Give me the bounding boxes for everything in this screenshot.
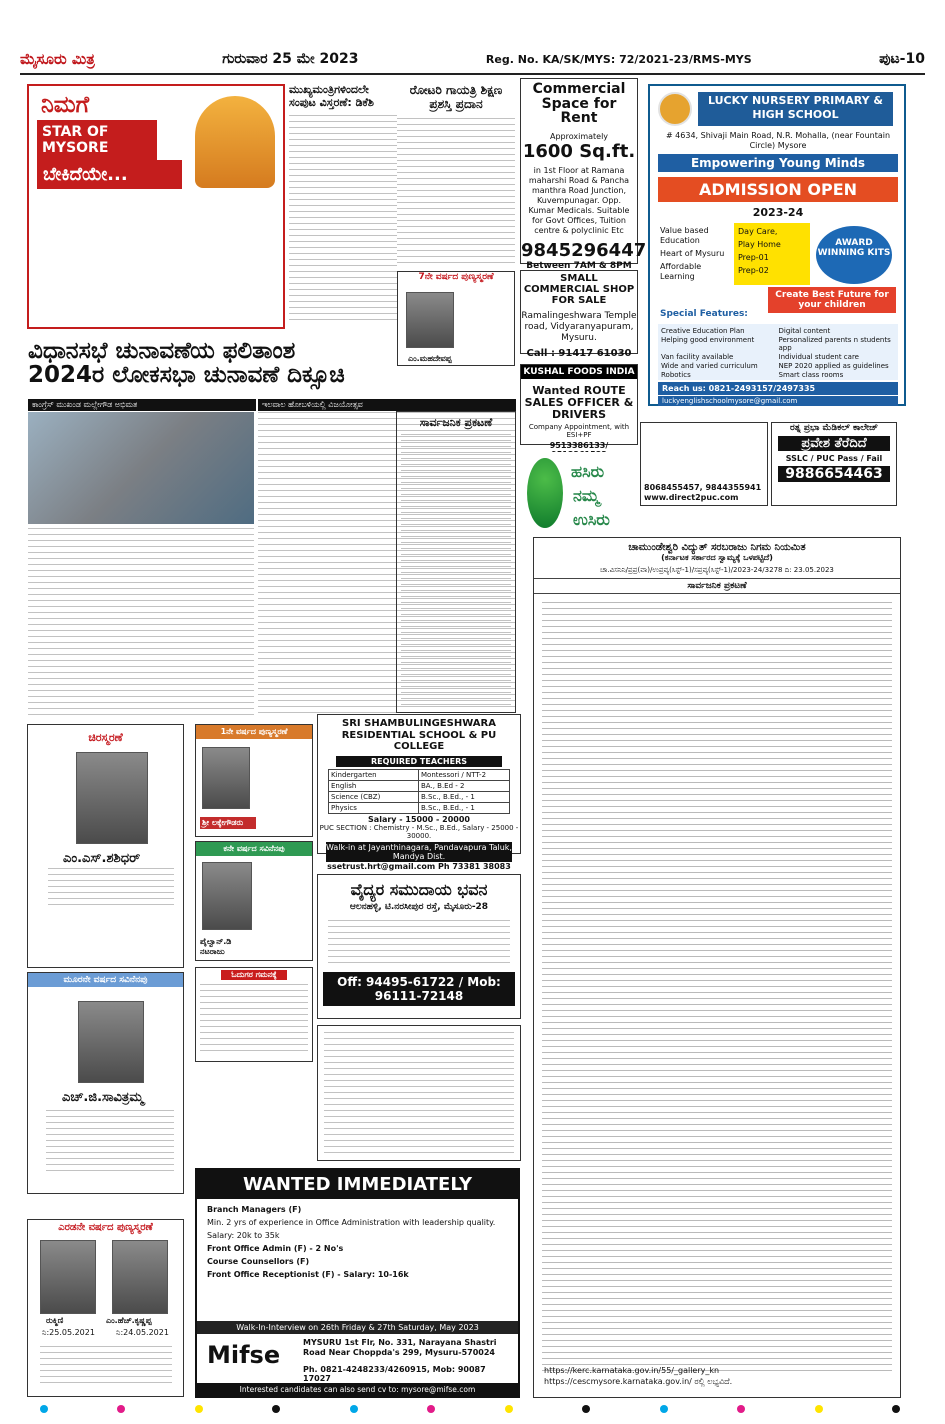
wanted-item-6: Front Office Receptionist (F) - Salary: 10-16k: [207, 1270, 409, 1279]
public-notice-title: ಸಾರ್ವಜನಿಕ ಪ್ರಕಟಣೆ: [419, 416, 493, 429]
left-mini-web: www.direct2puc.com: [644, 493, 739, 502]
nursery-reach: Reach us: 0821-2493157/2497335: [658, 382, 898, 395]
shambu-row-4-subject: Physics: [329, 803, 419, 813]
hall-address: ಆಲನಹಳ್ಳಿ, ಟಿ.ನರಸೀಪುರ ರಸ್ತೆ, ಮೈಸೂರು-28: [349, 902, 489, 912]
electric-footer: https://kerc.karnataka.gov.in/55/_gallery_kn: [544, 1366, 720, 1375]
nursery-admission: ADMISSION OPEN: [658, 177, 898, 202]
shambu-title: SRI SHAMBULINGESHWARA RESIDENTIAL SCHOOL & PU COLLEGE: [341, 718, 497, 752]
kushal-title: KUSHAL FOODS INDIA: [521, 365, 637, 379]
obituary-name-4: ಶ್ರೀ ಲಕ್ಕೇಗೌಡರು: [200, 817, 256, 829]
nursery-address: # 4634, Shivaji Main Road, N.R. Mohalla, (near Fountain Circle) Mysore: [665, 131, 891, 150]
obituary-title-4: 1ನೇ ವರ್ಷದ ಪುಣ್ಯಸ್ಮರಣೆ: [196, 725, 312, 739]
nursery-features-title: Special Features:: [660, 309, 748, 319]
feature-10: Smart class rooms: [778, 371, 844, 379]
dot-black-2: [582, 1405, 590, 1413]
obituary-chirasmarane: [27, 724, 184, 968]
feature-7: Wide and varied curriculum: [661, 362, 758, 370]
college-admission: ಪ್ರವೇಶ ತೆರೆದಿದೆ: [778, 436, 890, 451]
shambu-ad: [317, 714, 521, 871]
wanted-item-4: Front Office Admin (F) - 2 No's: [207, 1244, 344, 1253]
left-mini-phone: 8068455457, 9844355941: [644, 483, 762, 492]
obituary-7th-title: 7ನೇ ವರ್ಷದ ಪುಣ್ಯಸ್ಮರಣೆ: [418, 272, 494, 282]
college-title: ರತ್ನ ಪ್ರಭಾ ಮೆಡಿಕಲ್ ಕಾಲೇಜ್: [790, 423, 878, 433]
green-campaign-icon: [527, 458, 563, 528]
promo-title-2: STAR OF MYSORE: [37, 120, 157, 160]
story-rotary-body: [397, 118, 515, 268]
green-text-1: ಹಸಿರು: [571, 462, 605, 481]
main-headline: [28, 340, 513, 395]
nursery-future: Create Best Future for your children: [768, 287, 896, 313]
commercial-space-area: 1600 Sq.ft.: [522, 141, 636, 163]
dot-cyan: [40, 1405, 48, 1413]
obituary-text-2: [46, 1110, 174, 1172]
wanted-mail: Interested candidates can also send cv to: mysore@mifse.com: [197, 1383, 518, 1396]
obituary-title-5: ಕನೇ ವರ್ಷದ ಸವಿನೆನಪು: [196, 842, 312, 856]
issue-date: ಗುರುವಾರ 25 ಮೇ 2023: [222, 51, 359, 67]
promo-title-1: ನಿಮಗೆ: [41, 92, 90, 118]
shambu-row-1-subject: Kindergarten: [329, 770, 419, 780]
kushal-line: Wanted ROUTE SALES OFFICER & DRIVERS: [524, 384, 634, 422]
shambu-row-1: [329, 770, 509, 780]
feature-6: Individual student care: [778, 353, 859, 361]
society-notice: [317, 1025, 521, 1161]
nursery-program-2: Play Home: [738, 240, 781, 249]
nursery-left-features: [660, 226, 730, 285]
wanted-list: [197, 1199, 518, 1289]
feature-8: NEP 2020 applied as guidelines: [778, 362, 889, 370]
color-dots: [40, 1405, 900, 1415]
electric-ref: ಚಾ.ವಿಸನಿನಿ/ಪ್ರಪ್ರ(ವಾ)/ಉಪ್ರವ್ಯ(ಸಿಸ್ಟ್-1)/ಸಪ್ರವ್ಯ(ಸಿಸ್ಟ್-1)/2023-24/3278 ದಿ: 23.05.2023: [600, 566, 834, 574]
feature-3: Helping good environment: [661, 336, 755, 344]
dot-cyan-2: [350, 1405, 358, 1413]
shambu-row-4: [329, 802, 509, 813]
nursery-email: luckyenglishschoolmysore@gmail.com: [658, 396, 898, 406]
feature-5: Van facility available: [661, 353, 734, 361]
page-number: ಪುಟ-10: [879, 51, 925, 67]
subhead-left: ಕಾಂಗ್ರೆಸ್ ಮುಖಂಡ ಮಲ್ಲೇಗೌಡ ಅಭಿಮತ: [28, 399, 256, 411]
readers-notice-body: [200, 984, 308, 1056]
wanted-ad: [195, 1168, 520, 1398]
electric-title: ಚಾಮುಂಡೇಶ್ವರಿ ವಿದ್ಯುತ್ ಸರಬರಾಜು ನಿಗಮ ನಿಯಮಿತ: [628, 542, 806, 553]
shambu-row-3: [329, 791, 509, 802]
feature-9: Robotics: [661, 371, 691, 379]
wanted-walkin: Walk-In-Interview on 26th Friday & 27th Saturday, May 2023: [197, 1321, 518, 1334]
nursery-features: [658, 324, 898, 380]
commercial-space-ad: [520, 78, 647, 272]
hall-phone: Off: 94495-61722 / Mob: 96111-72148: [323, 972, 515, 1006]
nursery-year: 2023-24: [752, 206, 804, 219]
nursery-left-2: Heart of Mysuru: [660, 249, 725, 258]
commercial-space-time: Between 7AM & 8PM: [526, 261, 632, 272]
obituary-date-3b: ನಿ:24.05.2021: [116, 1328, 169, 1337]
electric-body: [542, 602, 892, 1372]
wanted-item-5: Course Counsellors (F): [207, 1257, 310, 1266]
kushal-ad: [520, 364, 638, 451]
green-text-2: ನಮ್ಮ: [573, 486, 600, 505]
dot-yellow: [195, 1405, 203, 1413]
wanted-item-1: Branch Managers (F): [207, 1205, 302, 1214]
nursery-ad: [648, 84, 906, 406]
feature-2: Digital content: [778, 327, 831, 335]
promo-title-3: ಬೇಕಿದೆಯೇ...: [37, 160, 182, 189]
story-politics: [289, 84, 397, 332]
wanted-item-2: Min. 2 yrs of experience in Office Administration with leadership quality.: [207, 1218, 496, 1227]
obituary-text-3: [40, 1346, 172, 1388]
promo-text: [38, 202, 276, 320]
promo-box: [27, 84, 285, 329]
obituary-savinenapu-left: [27, 972, 184, 1194]
college-course: SSLC / PUC Pass / Fail: [785, 454, 883, 463]
wanted-item-3: Salary: 20k to 35k: [207, 1231, 280, 1240]
dot-cyan-3: [660, 1405, 668, 1413]
electric-subtitle: (ಕರ್ನಾಟಕ ಸರ್ಕಾರದ ಸ್ವಾಮ್ಯಕ್ಕೆ ಒಳಪಟ್ಟಿದೆ): [661, 553, 773, 562]
nursery-programs: [734, 223, 810, 285]
shambu-row-3-subject: Science (CBZ): [329, 792, 419, 802]
college-phone: 9886654463: [778, 466, 890, 482]
story-left-body: [28, 528, 254, 716]
green-text-3: ಉಸಿರು: [573, 510, 610, 529]
obituary-name-2: ಎಚ್.ಜಿ.ಸಾವಿತ್ರಮ್ಮ: [62, 1090, 144, 1105]
obituary-photo-4: [202, 747, 250, 809]
nursery-tag: Empowering Young Minds: [658, 154, 898, 172]
shambu-contact: ssetrust.hrt@gmail.com Ph 73381 38083: [327, 861, 511, 871]
registration-number: Reg. No. KA/SK/MYS: 72/2021-23/RMS-MYS: [485, 52, 752, 66]
wanted-phone: Ph. 0821-4248233/4260915, Mob: 90087 17027: [303, 1365, 486, 1383]
obituary-date-3a: ನಿ:25.05.2021: [42, 1328, 95, 1337]
obituary-name-5: ಪೈಲ್ವಾನ್.ಡಿ ನಟರಾಜು: [200, 937, 232, 956]
subhead-right: ಇಲವಾಲ ಹೋಬಳಿಯಲ್ಲಿ ವಿಜಯೋತ್ಸವ: [258, 399, 516, 411]
news-photo: [28, 412, 254, 524]
public-notice-body: [401, 434, 511, 706]
obituary-chirasmarane-title: ಚಿರಸ್ಮರಣೆ: [88, 731, 123, 744]
nursery-award: AWARD WINNING KITS: [816, 226, 892, 284]
main-headline-line-1: ವಿಧಾನಸಭೆ ಚುನಾವಣೆಯ ಫಲಿತಾಂಶ: [28, 338, 296, 364]
small-shop-call: Call : 91417 61030: [526, 348, 632, 360]
shambu-row-1-qual: Montessori / NTT-2: [421, 770, 487, 779]
story-politics-title: ಮುಖ್ಯಮಂತ್ರಿಗಳಿಂದಲೇ ಸಂಪುಟ ವಿಸ್ತರಣೆ: ಡಿಕೆಶಿ: [289, 83, 374, 109]
electric-notice: [533, 537, 901, 1398]
kushal-company: Company Appointment, with ESI+PF: [528, 423, 630, 440]
feature-1: Creative Education Plan: [661, 327, 745, 335]
community-hall-ad: [317, 874, 521, 1019]
wanted-address: MYSURU 1st Flr, No. 331, Narayana Shastri Road Near Choppda's 299, Mysuru-570024: [303, 1338, 497, 1357]
nursery-left-1: Value based Education: [660, 226, 709, 245]
commercial-space-address: in 1st Floor at Ramana maharshi Road & Pancha manthra Road Junction, Kuvempunagar. Opp. Kumar Medicals. Suitable for Govt Offices, Tuition centre & polyclinic Etc: [528, 166, 630, 236]
shambu-row-2: [329, 780, 509, 791]
shambu-table: [328, 769, 510, 814]
obituary-photo-5: [202, 862, 252, 930]
obituary-title-2: ಮೂರನೇ ವರ್ಷದ ಸವಿನೆನಪು: [28, 973, 183, 987]
dot-black: [272, 1405, 280, 1413]
small-shop-address: Ramalingeshwara Temple road, Vidyaranyapuram, Mysuru.: [521, 310, 637, 344]
small-shop-ad: [520, 270, 638, 360]
readers-notice: [195, 967, 313, 1062]
commercial-space-phone: 9845296447: [521, 240, 647, 262]
shambu-row-2-qual: BA., B.Ed - 2: [421, 781, 465, 790]
story-politics-body: [289, 115, 397, 323]
obituary-text-1: [48, 868, 174, 910]
obituary-nataraju: [195, 841, 313, 961]
small-shop-title: SMALL COMMERCIAL SHOP FOR SALE: [523, 273, 635, 307]
shambu-walkin: Walk-in at Jayanthinagara, Pandavapura Taluk, Mandya Dist.: [326, 842, 512, 861]
electric-footer-2: https://cescmysore.karnataka.gov.in/ ರಲ್ಲಿ ಲಭ್ಯವಿದೆ.: [544, 1377, 733, 1386]
kushal-phone: 9513386133/: [549, 441, 609, 451]
shambu-salary: Salary - 15000 - 20000: [368, 814, 470, 824]
obituary-title-3: ಎರಡನೇ ವರ್ಷದ ಪುಣ್ಯಸ್ಮರಣೆ: [58, 1222, 153, 1233]
wanted-mifse: Mifse: [207, 1341, 281, 1369]
readers-notice-title: ಓದುಗರ ಗಮನಕ್ಕೆ: [221, 970, 287, 980]
dot-black-3: [892, 1405, 900, 1413]
public-notice-box: [396, 411, 516, 713]
wanted-title: WANTED IMMEDIATELY: [197, 1170, 518, 1199]
obituary-2nd-year: [27, 1219, 184, 1397]
nursery-logo: [658, 92, 692, 126]
dot-magenta-3: [737, 1405, 745, 1413]
masthead: [20, 45, 925, 75]
society-notice-body: [324, 1032, 514, 1154]
obituary-photo-3a: [40, 1240, 96, 1314]
nursery-program-1: Day Care,: [738, 227, 778, 236]
nursery-title: LUCKY NURSERY PRIMARY & HIGH SCHOOL: [698, 92, 893, 126]
obituary-7th-name: ಎಂ.ಮಹದೇವಪ್ಪ: [408, 354, 452, 363]
story-rotary: [397, 84, 515, 269]
main-headline-line-2: 2024ರ ಲೋಕಸಭಾ ಚುನಾವಣೆ ದಿಕ್ಸೂಚಿ: [28, 362, 345, 388]
nursery-left-3: Affordable Learning: [660, 262, 702, 281]
obituary-photo-1: [76, 752, 148, 844]
green-campaign: [523, 452, 635, 535]
obituary-lakkegowda: [195, 724, 313, 837]
college-ad: [771, 422, 897, 506]
story-rotary-title: ರೋಟರಿ ಗಾಯತ್ರಿ ಶಿಕ್ಷಣ ಪ್ರಶಸ್ತಿ ಪ್ರದಾನ: [409, 83, 503, 111]
dot-yellow-3: [815, 1405, 823, 1413]
electric-notice-label: ಸಾರ್ವಜನಿಕ ಪ್ರಕಟಣೆ: [534, 578, 900, 594]
commercial-space-title: Commercial Space for Rent: [532, 81, 626, 127]
shambu-puc: PUC SECTION : Chemistry - M.Sc., B.Ed., Salary - 25000 - 30000.: [319, 823, 519, 840]
obituary-name-3a: ರುಕ್ಮಿಣಿ: [46, 1316, 64, 1325]
newspaper-brand: ಮೈಸೂರು ಮಿತ್ರ: [20, 50, 95, 68]
shambu-row-2-subject: English: [329, 781, 419, 791]
shambu-row-4-qual: B.Sc., B.Ed., - 1: [421, 803, 475, 812]
feature-4: Personalized parents n students app: [778, 336, 891, 352]
promo-illustration: [195, 96, 275, 188]
obituary-name-3b: ಎಂ.ಹೆಚ್.ಕೃಷ್ಣಪ್ಪ: [106, 1316, 152, 1325]
dot-magenta: [117, 1405, 125, 1413]
nursery-program-4: Prep-02: [738, 266, 769, 275]
nursery-program-3: Prep-01: [738, 253, 769, 262]
shambu-required: REQUIRED TEACHERS: [336, 756, 502, 767]
obituary-name-1: ಎಂ.ಎಸ್.ಶಶಿಧರ್: [63, 851, 141, 866]
commercial-space-approx: Approximately: [549, 132, 609, 142]
shambu-row-3-qual: B.Sc., B.Ed., - 1: [421, 792, 475, 801]
left-mini-ad: [640, 422, 768, 506]
dot-yellow-2: [505, 1405, 513, 1413]
hall-body: [328, 920, 510, 964]
dot-magenta-2: [427, 1405, 435, 1413]
obituary-photo-2: [78, 1001, 144, 1083]
hall-title: ವೈದ್ಯರ ಸಮುದಾಯ ಭವನ: [350, 880, 488, 899]
obituary-photo-3b: [112, 1240, 168, 1314]
